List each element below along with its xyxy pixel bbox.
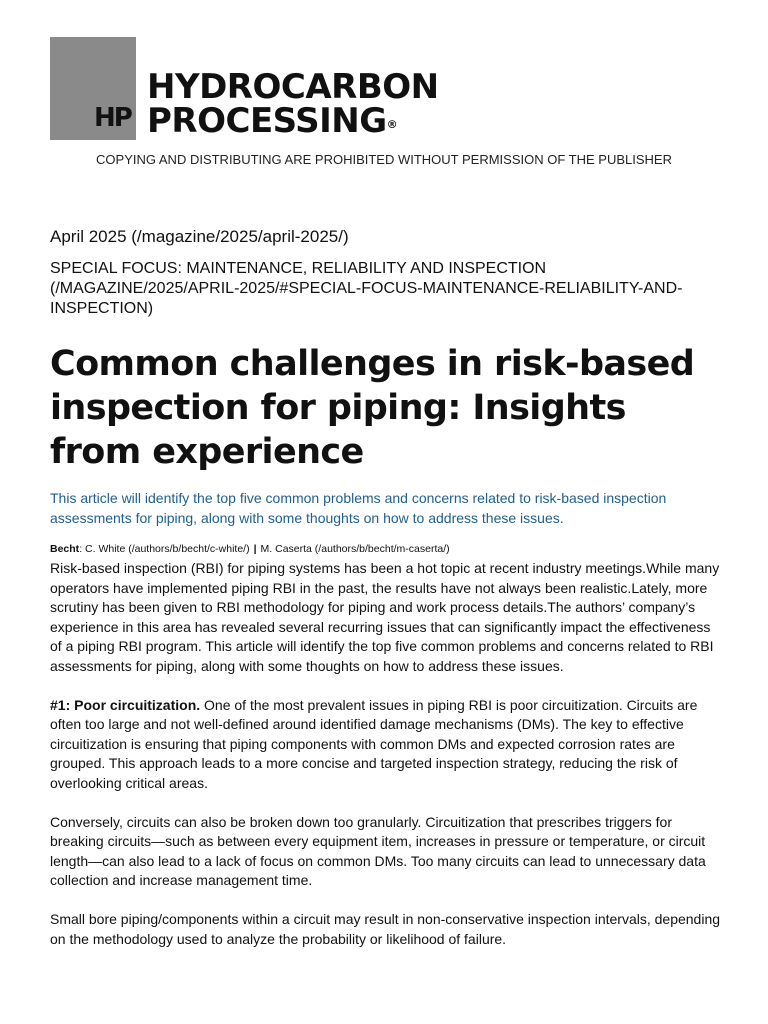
copyright-notice: COPYING AND DISTRIBUTING ARE PROHIBITED WITHOUT PERMISSION OF THE PUBLISHER: [96, 152, 672, 167]
body-paragraph-1: Risk-based inspection (RBI) for piping systems has been a hot topic at recent industry meetings.While many operators have implemented piping RBI in the past, the results have not always been realistic.Lately, more scrutiny has been given to RBI methodology for piping and work process details.The authors’ company’s experience in this area has revealed several recurring issues that can significantly impact the effectiveness of a piping RBI program. This article will identify the top five common problems and concerns related to RBI assessments for piping, along with some thoughts on how to address these issues.: [50, 560, 720, 674]
paragraph-lead: #1: Poor circuitization.: [50, 696, 201, 713]
article-content: [50, 226, 722, 969]
section-link[interactable]: SPECIAL FOCUS: MAINTENANCE, RELIABILITY AND INSPECTION (/MAGAZINE/2025/APRIL-2025/#SPECIAL-FOCUS-MAINTENANCE-RELIABILITY-AND-INSPECTION): [50, 260, 683, 317]
body-paragraph-4: Small bore piping/components within a circuit may result in non-conservative inspection intervals, depending on the methodology used to analyze the probability or likelihood of failure.: [50, 911, 721, 947]
author-link-caserta[interactable]: M. Caserta (/authors/b/becht/m-caserta/): [260, 543, 450, 555]
article-summary: This article will identify the top five common problems and concerns related to risk-based inspection assessments for piping, along with some thoughts on how to address these issues.: [50, 490, 667, 526]
publication-logo[interactable]: [147, 67, 439, 141]
issue-link[interactable]: April 2025 (/magazine/2025/april-2025/): [50, 227, 349, 246]
article-title: Common challenges in risk-based inspection for piping: Insights from experience: [50, 344, 695, 472]
logo-mark: HP: [94, 103, 131, 133]
registered-mark: ®: [386, 118, 398, 131]
body-paragraph-2: [50, 696, 722, 794]
byline: Becht: C. White (/authors/b/becht/c-white/) | M. Caserta (/authors/b/becht/m-caserta/): [50, 543, 450, 555]
paragraph-body: One of the most prevalent issues in piping RBI is poor circuitization. Circuits are often too large and not well-defined around identified damage mechanisms (DMs). The key to effective circuitization is ensuring that piping components with common DMs and expected corrosion rates are grouped. This approach leads to a more concise and targeted inspection strategy, reducing the risk of overlooking critical areas.: [50, 696, 698, 791]
body-paragraph-3: Conversely, circuits can also be broken down too granularly. Circuitization that prescribes triggers for breaking circuits—such as between every equipment item, increases in pressure or temperature, or circuit length—can also lead to a lack of focus on common DMs. Too many circuits can lead to unnecessary data collection and increase management time.: [50, 813, 706, 888]
logo-name-line1: HYDROCARBON: [147, 67, 439, 107]
logo-name-line2: PROCESSING: [147, 101, 387, 141]
byline-separator: |: [253, 543, 257, 555]
byline-company[interactable]: Becht: [50, 543, 80, 555]
author-link-white[interactable]: C. White (/authors/b/becht/c-white/): [85, 543, 250, 555]
